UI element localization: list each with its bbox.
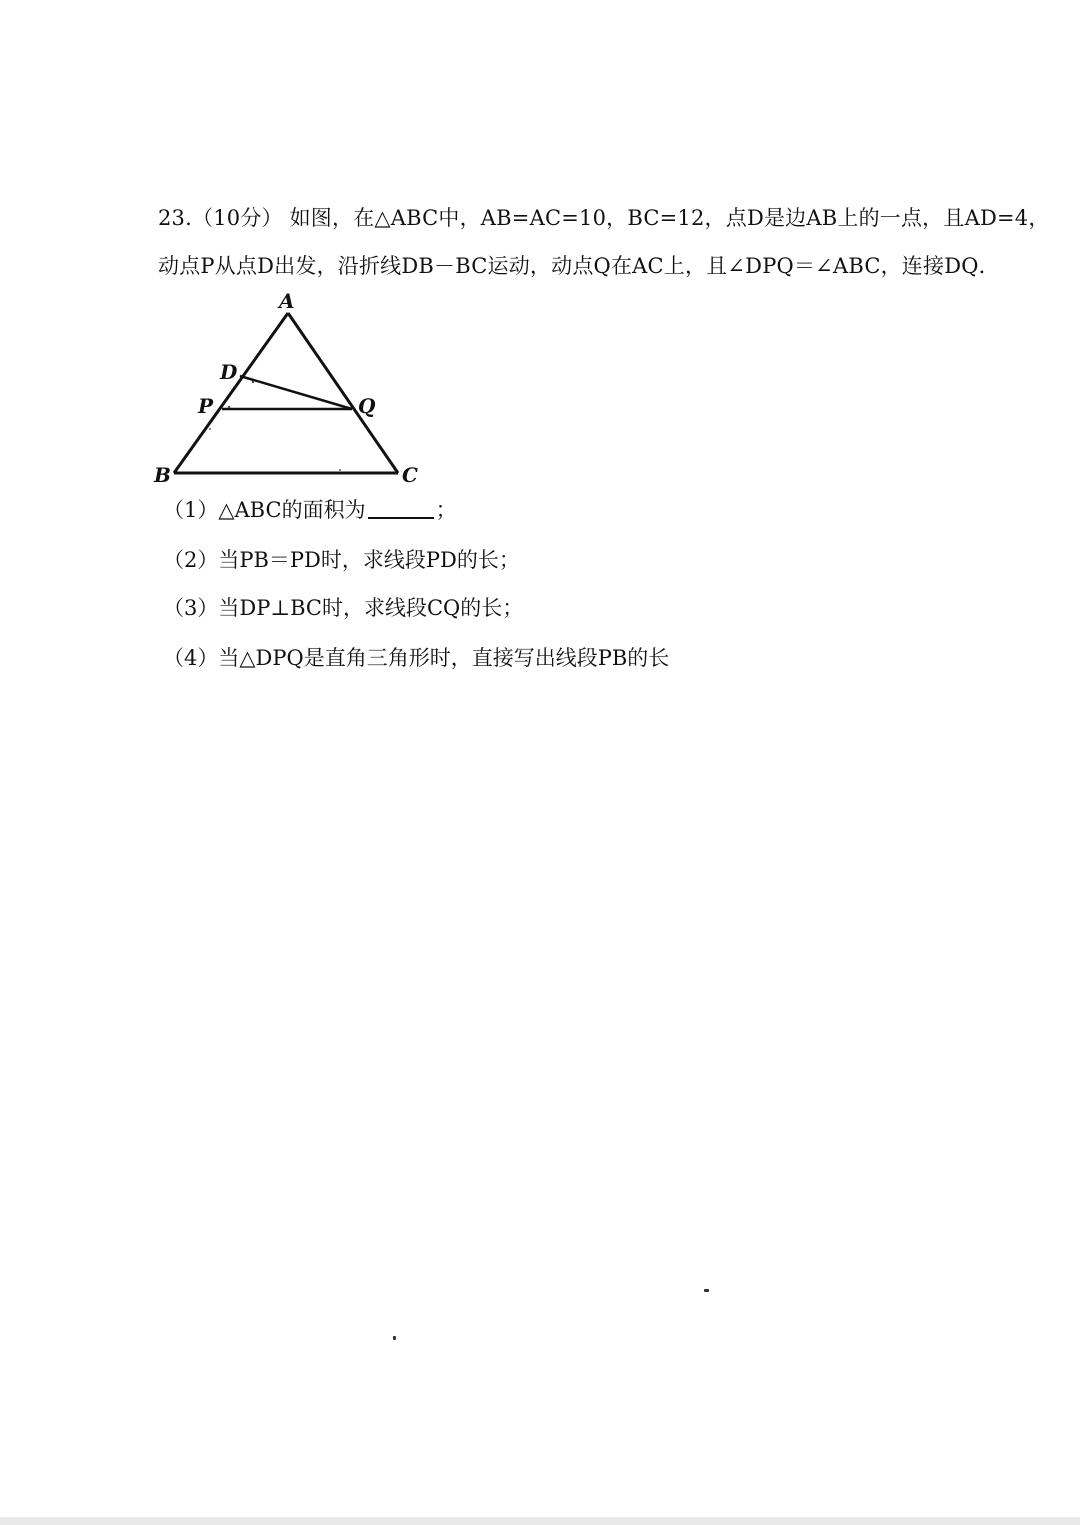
side-ab <box>174 313 288 473</box>
label-p: P <box>198 394 214 418</box>
question-1 <box>163 496 457 524</box>
label-q: Q <box>358 394 376 418</box>
question-1-text: （1）△ABC的面积为 <box>163 498 366 522</box>
label-d: D <box>220 360 238 384</box>
question-4: （4）当△DPQ是直角三角形时，直接写出线段PB的长 <box>163 646 670 670</box>
side-ac <box>288 313 398 473</box>
scan-speck <box>704 1289 709 1292</box>
scan-speck <box>393 1336 396 1340</box>
question-2: （2）当PB＝PD时，求线段PD的长； <box>163 548 520 572</box>
triangle-figure <box>150 286 430 486</box>
answer-blank <box>368 497 434 519</box>
question-3: （3）当DP⊥BC时，求线段CQ的长； <box>163 596 524 620</box>
label-c: C <box>402 463 418 487</box>
page-bottom-edge <box>0 1517 1080 1525</box>
problem-statement-line-1: 23.（10分） 如图，在△ABC中，AB=AC=10，BC=12，点D是边AB上的一点，且AD=4， <box>158 206 1050 230</box>
label-b: B <box>154 463 171 487</box>
label-a: A <box>279 289 295 313</box>
problem-statement-line-2: 动点P从点D出发，沿折线DB－BC运动，动点Q在AC上，且∠DPQ＝∠ABC，连接DQ． <box>158 254 1000 278</box>
question-1-suffix: ； <box>435 498 457 522</box>
